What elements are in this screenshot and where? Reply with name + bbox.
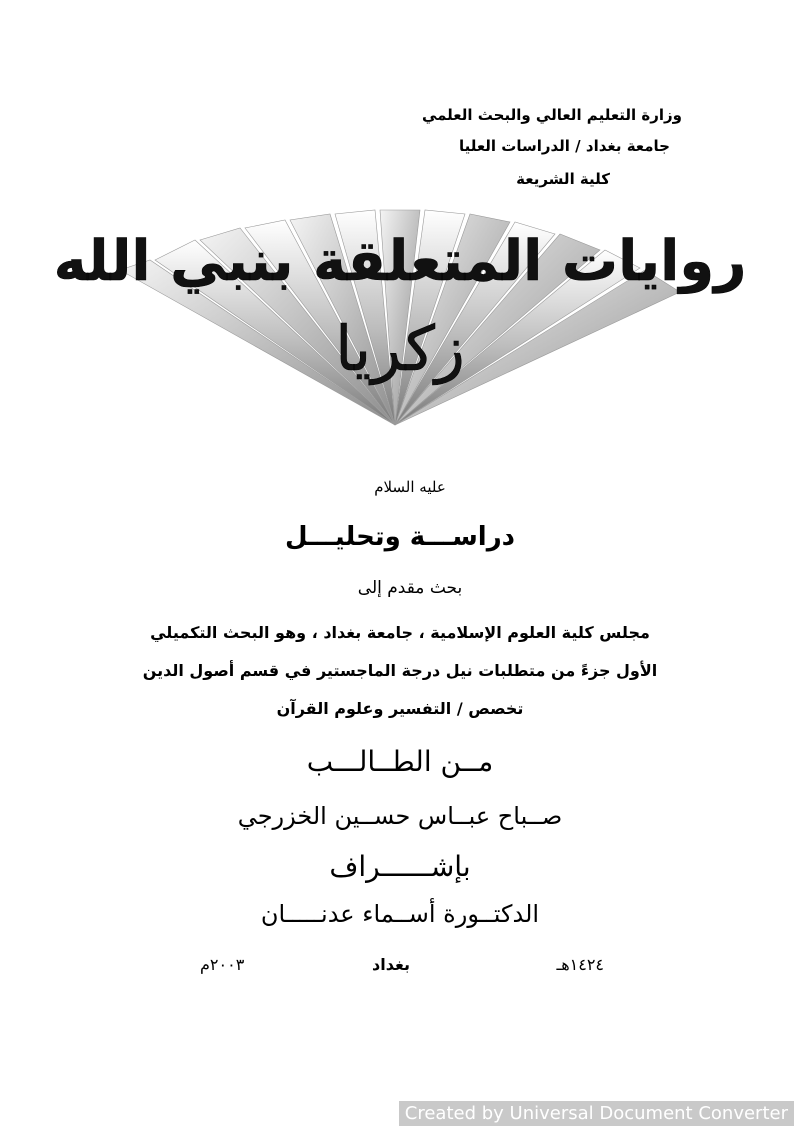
university-name: جامعة بغداد / الدراسات العليا (458, 137, 670, 155)
title-line-2: زكريا (335, 312, 465, 385)
study-subtitle: دراســـة وتحليـــل (284, 522, 516, 552)
title-art (53, 200, 747, 440)
student-name: صــباح عبــاس حســين الخزرجي (237, 802, 563, 830)
submission-line-3: تخصص / التفسير وعلوم القرآن (276, 699, 524, 718)
ministry-name: وزارة التعليم العالي والبحث العلمي (421, 106, 682, 124)
title-line-1: روايات المتعلقة بنبي الله (53, 229, 747, 294)
honorific-calligraphy: عليه السلام (374, 478, 446, 496)
submission-line-1: مجلس كلية العلوم الإسلامية ، جامعة بغداد ، وهو البحث التكميلي (150, 623, 650, 642)
city-name: بغداد (372, 955, 410, 974)
supervisor-name: الدكتــورة أســماء عدنـــــان (260, 900, 540, 928)
submission-line-2: الأول جزءً من متطلبات نيل درجة الماجستير في قسم أصول الدين (142, 661, 658, 680)
college-name: كلية الشريعة (516, 170, 610, 188)
converter-watermark: Created by Universal Document Converter (399, 1101, 794, 1126)
gregorian-year: ٢٠٠٣م (200, 955, 245, 974)
hijri-year: ١٤٢٤هـ (556, 955, 604, 974)
student-label: مــن الطــالـــب (306, 745, 494, 778)
supervision-label: بإشــــــراف (329, 850, 471, 883)
submission-intro: بحث مقدم إلى (357, 578, 463, 598)
